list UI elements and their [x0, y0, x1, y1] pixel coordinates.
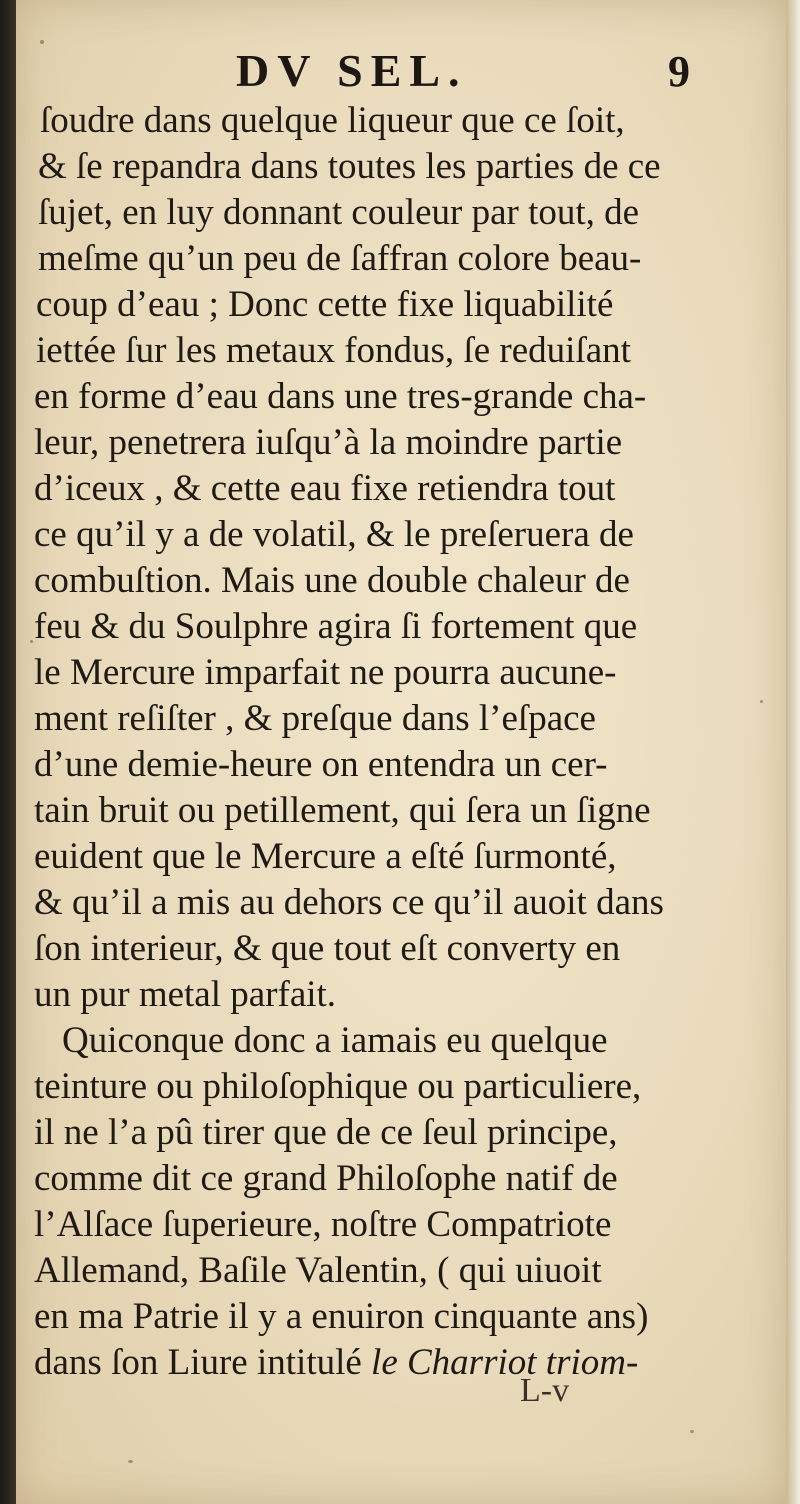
text-line: & qu’il a mis au dehors ce qu’il auoit dans	[34, 882, 664, 923]
text-line: Allemand, Baſile Valentin, ( qui uiuoit	[34, 1250, 602, 1291]
text-line-roman: dans ſon Liure intitulé	[34, 1342, 362, 1383]
book-title-italic: le Charriot triom-	[371, 1342, 639, 1383]
text-line: ce qu’il y a de volatil, & le preſeruera de	[34, 514, 634, 555]
text-line: en ma Patrie il y a enuiron cinquante ans)	[34, 1296, 649, 1337]
text-line: & ſe repandra dans toutes les parties de ce	[38, 146, 661, 187]
text-line: euident que le Mercure a eſté ſurmonté,	[34, 836, 617, 877]
catchword: L-v	[520, 1372, 570, 1409]
text-line: combuſtion. Mais une double chaleur de	[34, 560, 630, 601]
text-line: comme dit ce grand Philoſophe natif de	[34, 1158, 618, 1199]
paper-speck	[30, 640, 33, 643]
paper-speck	[760, 700, 763, 703]
text-line: un pur metal parfait.	[34, 974, 337, 1015]
paper-speck	[40, 40, 44, 44]
page-header	[16, 44, 786, 104]
text-line: iettée ſur les metaux fondus, ſe reduiſant	[36, 330, 631, 371]
text-line: l’Alſace ſuperieure, noſtre Compatriote	[34, 1204, 612, 1245]
running-head: DV SEL.	[236, 45, 468, 96]
page-number: 9	[668, 47, 690, 96]
text-line: leur, penetrera iuſqu’à la moindre partie	[34, 422, 623, 463]
text-line: feu & du Soulphre agira ſi fortement que	[34, 606, 638, 647]
text-line: d’une demie-heure on entendra un cer-	[34, 744, 608, 785]
paper-speck	[690, 1430, 694, 1433]
text-line: ſujet, en luy donnant couleur par tout, de	[38, 192, 640, 233]
text-line: ſon interieur, & que tout eſt converty en	[34, 928, 621, 969]
book-spine-edge	[0, 0, 16, 1504]
text-line: le Mercure imparfait ne pourra aucune-	[34, 652, 617, 693]
text-line: il ne l’a pû tirer que de ce ſeul principe,	[34, 1112, 618, 1153]
page-right-edge	[786, 0, 800, 1504]
text-line: Quiconque donc a iamais eu quelque	[62, 1020, 608, 1061]
text-line: en forme d’eau dans une tres-grande cha-	[34, 376, 647, 417]
paper-speck	[128, 1460, 133, 1463]
text-line: meſme qu’un peu de ſaffran colore beau-	[38, 238, 642, 279]
text-line: ſoudre dans quelque liqueur que ce ſoit,	[40, 100, 625, 141]
text-line: coup d’eau ; Donc cette fixe liquabilité	[36, 284, 614, 325]
text-line: tain bruit ou petillement, qui ſera un ſigne	[34, 790, 651, 831]
text-line: ment reſiſter , & preſque dans l’eſpace	[34, 698, 596, 739]
text-line: d’iceux , & cette eau fixe retiendra tout	[34, 468, 616, 509]
text-line: teinture ou philoſophique ou particuliere,	[34, 1066, 642, 1107]
